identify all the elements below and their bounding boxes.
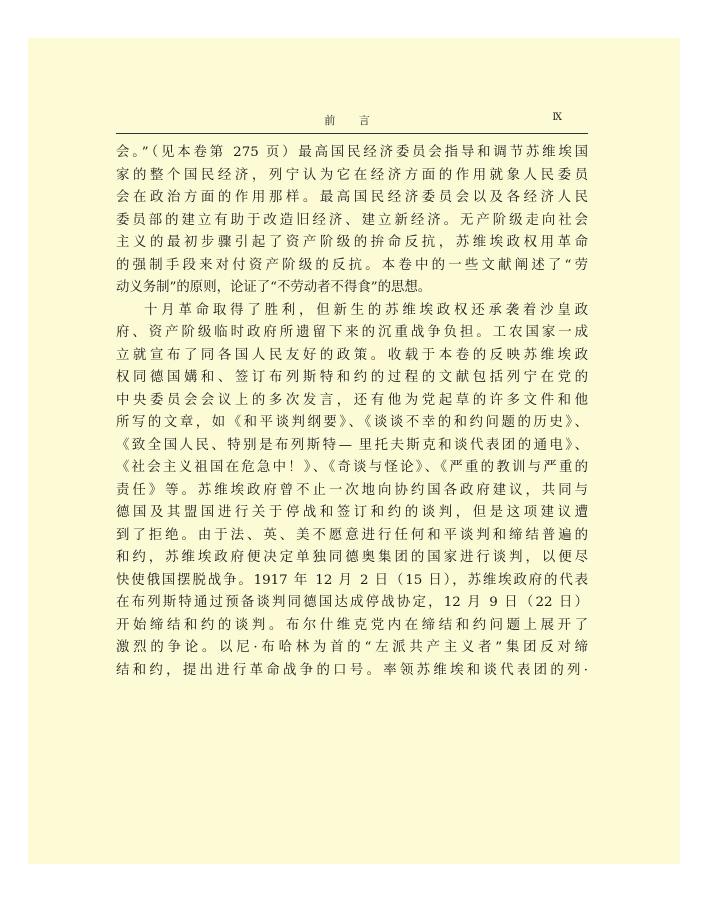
header-rule bbox=[116, 133, 588, 134]
page-number: Ⅸ bbox=[552, 112, 562, 123]
text-line: 激烈的争论。以尼·布哈林为首的“左派共产主义者”集团反对缔 bbox=[116, 640, 588, 655]
text-line: 委员部的建立有助于改造旧经济、建立新经济。无产阶级走向社会 bbox=[116, 212, 588, 228]
running-header bbox=[116, 112, 588, 130]
text-line: 开始缔结和约的谈判。布尔什维克党内在缔结和约问题上展开了 bbox=[116, 617, 588, 633]
text-line: 主义的最初步骤引起了资产阶级的拚命反抗，苏维埃政权用革命 bbox=[116, 235, 588, 250]
text-line: 《致全国人民、特别是布列斯特— 里托夫斯克和谈代表团的通电》、 bbox=[116, 437, 588, 453]
text-line: 的强制手段来对付资产阶级的反抗。本卷中的一些文献阐述了“劳 bbox=[116, 257, 588, 273]
text-line: 《社会主义祖国在危急中！》、《奇谈与怪论》、《严重的教训与严重的 bbox=[116, 460, 588, 475]
text-line: 所写的文章，如《和平谈判纲要》、《谈谈不幸的和约问题的历史》、 bbox=[116, 415, 588, 430]
text-line: 德国及其盟国进行关于停战和签订和约的谈判，但是这项建议遭 bbox=[116, 505, 588, 520]
text-line: 快使俄国摆脱战争。1917 年 12 月 2 日（15 日），苏维埃政府的代表 bbox=[116, 572, 588, 588]
text-line: 权同德国媾和、签订布列斯特和约的过程的文献包括列宁在党的 bbox=[116, 370, 588, 385]
text-line: 立就宣布了同各国人民友好的政策。收载于本卷的反映苏维埃政 bbox=[116, 347, 588, 363]
text-line: 在布列斯特通过预备谈判同德国达成停战协定，12 月 9 日（22 日） bbox=[116, 595, 588, 610]
text-line: 十月革命取得了胜利，但新生的苏维埃政权还承袭着沙皇政 bbox=[144, 302, 588, 318]
text-line: 和约，苏维埃政府便决定单独同德奥集团的国家进行谈判，以便尽 bbox=[116, 550, 588, 565]
paragraph bbox=[116, 300, 588, 683]
text-line: 结和约，提出进行革命战争的口号。率领苏维埃和谈代表团的列· bbox=[116, 662, 588, 678]
text-line: 府、资产阶级临时政府所遗留下来的沉重战争负担。工农国家一成 bbox=[116, 325, 588, 340]
header-title: 前 言 bbox=[324, 114, 380, 127]
text-line: 动义务制”的原则，论证了“不劳动者不得食”的思想。 bbox=[116, 280, 432, 295]
paragraph bbox=[116, 142, 588, 300]
body-text bbox=[116, 142, 588, 682]
text-line: 到了拒绝。由于法、英、美不愿意进行任何和平谈判和缔结普遍的 bbox=[116, 527, 588, 543]
text-line: 会。”（见本卷第 275 页）最高国民经济委员会指导和调节苏维埃国 bbox=[116, 145, 588, 160]
text-line: 家的整个国民经济，列宁认为它在经济方面的作用就象人民委员 bbox=[116, 167, 588, 183]
text-line: 中央委员会会议上的多次发言，还有他为党起草的许多文件和他 bbox=[116, 392, 588, 408]
text-line: 会在政治方面的作用那样。最高国民经济委员会以及各经济人民 bbox=[116, 190, 588, 205]
text-line: 责任》等。苏维埃政府曾不止一次地向协约国各政府建议，共同与 bbox=[116, 482, 588, 498]
